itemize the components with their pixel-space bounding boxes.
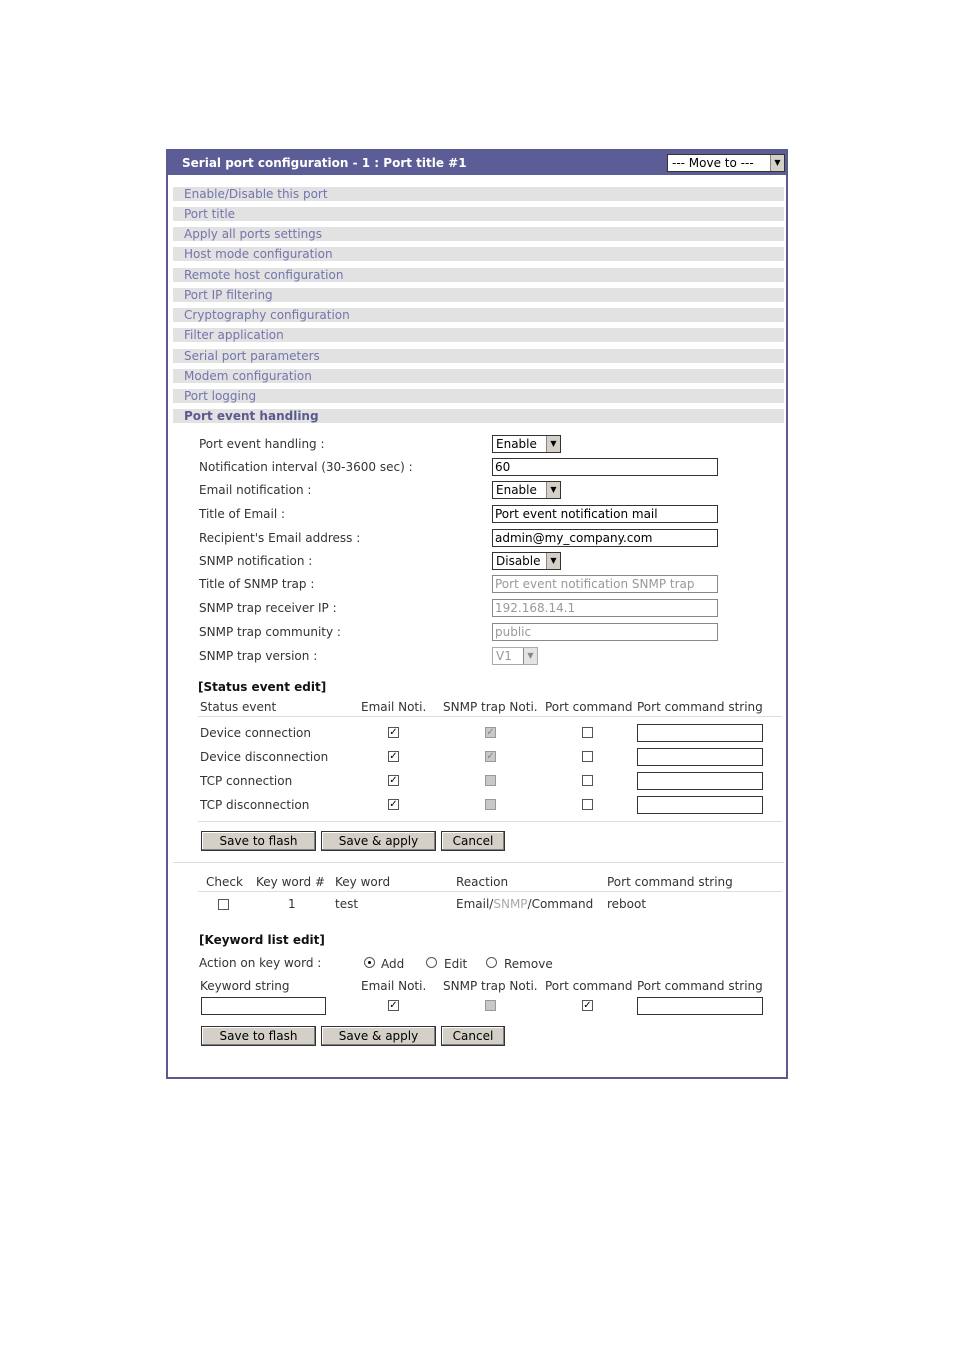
edit-radio[interactable] [426,957,437,968]
recipient-email-label: Recipient's Email address : [199,531,361,545]
menu-item-cryptography[interactable]: Cryptography configuration [173,308,784,322]
col-email-noti: Email Noti. [361,700,427,714]
cancel-button[interactable]: Cancel [441,1026,505,1046]
divider [198,891,782,892]
email-notification-select[interactable]: Enable ▼ [492,481,561,499]
remove-radio-label: Remove [504,957,553,971]
menu-item-enable-disable[interactable]: Enable/Disable this port [173,187,784,201]
snmp-notification-select[interactable]: Disable ▼ [492,552,561,570]
cancel-button[interactable]: Cancel [441,831,505,851]
port-command-checkbox[interactable] [582,799,593,810]
col-keyword: Key word [335,875,391,889]
save-to-flash-button[interactable]: Save to flash [201,831,316,851]
port-command-checkbox[interactable]: ✓ [583,1000,592,1011]
snmp-notification-label: SNMP notification : [199,554,313,568]
divider [198,821,782,822]
add-radio-label: Add [381,957,405,971]
keyword-check-checkbox[interactable] [218,899,229,910]
chevron-down-icon: ▼ [523,648,537,664]
email-noti-checkbox[interactable]: ✓ [389,799,398,810]
menu-item-host-mode[interactable]: Host mode configuration [173,247,784,261]
snmp-noti-checkbox[interactable] [485,775,496,786]
snmp-version-label: SNMP trap version : [199,649,318,663]
port-command-string-input[interactable] [637,748,763,766]
chevron-down-icon: ▼ [546,553,560,569]
port-command-string-input[interactable] [637,796,763,814]
col-email-noti: Email Noti. [361,979,427,993]
status-event-tcp-connection: TCP connection [200,774,293,788]
menu-item-port-title[interactable]: Port title [173,207,784,221]
snmp-community-input[interactable]: public [492,623,718,641]
port-command-checkbox[interactable] [582,727,593,738]
port-command-string-input[interactable] [637,724,763,742]
email-noti-checkbox[interactable]: ✓ [389,727,398,738]
menu-item-filter-app[interactable]: Filter application [173,328,784,342]
menu-item-port-logging[interactable]: Port logging [173,389,784,403]
menu-item-remote-host[interactable]: Remote host configuration [173,268,784,282]
col-check: Check [206,875,243,889]
page-title: Serial port configuration - 1 : Port title #1 [182,156,467,170]
snmp-noti-checkbox[interactable] [485,799,496,810]
port-command-checkbox[interactable] [582,751,593,762]
col-port-command-string: Port command string [637,700,763,714]
port-event-handling-label: Port event handling : [199,437,325,451]
port-command-checkbox[interactable] [582,775,593,786]
col-port-command-string: Port command string [637,979,763,993]
chevron-down-icon: ▼ [546,436,560,452]
col-keyword-num: Key word # [256,875,325,889]
keyword-command-string: reboot [607,897,647,911]
action-on-keyword-label: Action on key word : [199,956,322,970]
remove-radio[interactable] [486,957,497,968]
snmp-receiver-ip-label: SNMP trap receiver IP : [199,601,337,615]
snmp-community-label: SNMP trap community : [199,625,341,639]
col-keyword-string: Keyword string [200,979,290,993]
status-event-device-connection: Device connection [200,726,311,740]
save-and-apply-button[interactable]: Save & apply [321,1026,436,1046]
keyword-value: test [335,897,359,911]
status-event-device-disconnection: Device disconnection [200,750,329,764]
col-port-command-string: Port command string [607,875,733,889]
port-event-handling-select[interactable]: Enable ▼ [492,435,561,453]
chevron-down-icon: ▼ [546,482,560,498]
col-snmp-noti: SNMP trap Noti. [443,979,538,993]
snmp-version-select[interactable]: V1 ▼ [492,647,538,665]
col-snmp-noti: SNMP trap Noti. [443,700,538,714]
email-noti-checkbox[interactable]: ✓ [389,751,398,762]
keyword-string-input[interactable] [201,997,326,1015]
menu-item-modem[interactable]: Modem configuration [173,369,784,383]
col-reaction: Reaction [456,875,509,889]
save-and-apply-button[interactable]: Save & apply [321,831,436,851]
port-command-string-input[interactable] [637,997,763,1015]
snmp-noti-checkbox[interactable] [485,1000,496,1011]
email-notification-label: Email notification : [199,483,312,497]
panel-title-bar [168,151,786,175]
save-to-flash-button[interactable]: Save to flash [201,1026,316,1046]
title-of-email-input[interactable]: Port event notification mail [492,505,718,523]
move-to-select[interactable]: --- Move to --- ▼ [667,154,785,172]
snmp-receiver-ip-input[interactable]: 192.168.14.1 [492,599,718,617]
chevron-down-icon: ▼ [770,155,784,171]
title-of-email-label: Title of Email : [199,507,286,521]
email-noti-checkbox[interactable]: ✓ [389,775,398,786]
snmp-noti-checkbox[interactable]: ✓ [486,727,495,738]
config-panel [166,149,788,1079]
status-event-edit-title: [Status event edit] [198,680,327,694]
edit-radio-label: Edit [444,957,468,971]
notification-interval-label: Notification interval (30-3600 sec) : [199,460,413,474]
col-port-command: Port command [545,700,633,714]
col-status-event: Status event [200,700,277,714]
title-snmp-trap-input[interactable]: Port event notification SNMP trap [492,575,718,593]
recipient-email-input[interactable]: admin@my_company.com [492,529,718,547]
menu-item-apply-all[interactable]: Apply all ports settings [173,227,784,241]
keyword-reaction: Email/SNMP/Command [456,897,594,911]
col-port-command: Port command [545,979,633,993]
add-radio[interactable] [364,957,375,968]
menu-item-port-event[interactable]: Port event handling [173,409,784,423]
title-snmp-trap-label: Title of SNMP trap : [199,577,315,591]
email-noti-checkbox[interactable]: ✓ [389,1000,398,1011]
keyword-number: 1 [288,897,296,911]
keyword-list-edit-title: [Keyword list edit] [199,933,325,947]
menu-item-ip-filtering[interactable]: Port IP filtering [173,288,784,302]
snmp-noti-checkbox[interactable]: ✓ [486,751,495,762]
notification-interval-input[interactable]: 60 [492,458,718,476]
status-event-tcp-disconnection: TCP disconnection [200,798,310,812]
divider [198,716,782,717]
port-command-string-input[interactable] [637,772,763,790]
divider [173,862,784,863]
menu-item-serial-params[interactable]: Serial port parameters [173,349,784,363]
